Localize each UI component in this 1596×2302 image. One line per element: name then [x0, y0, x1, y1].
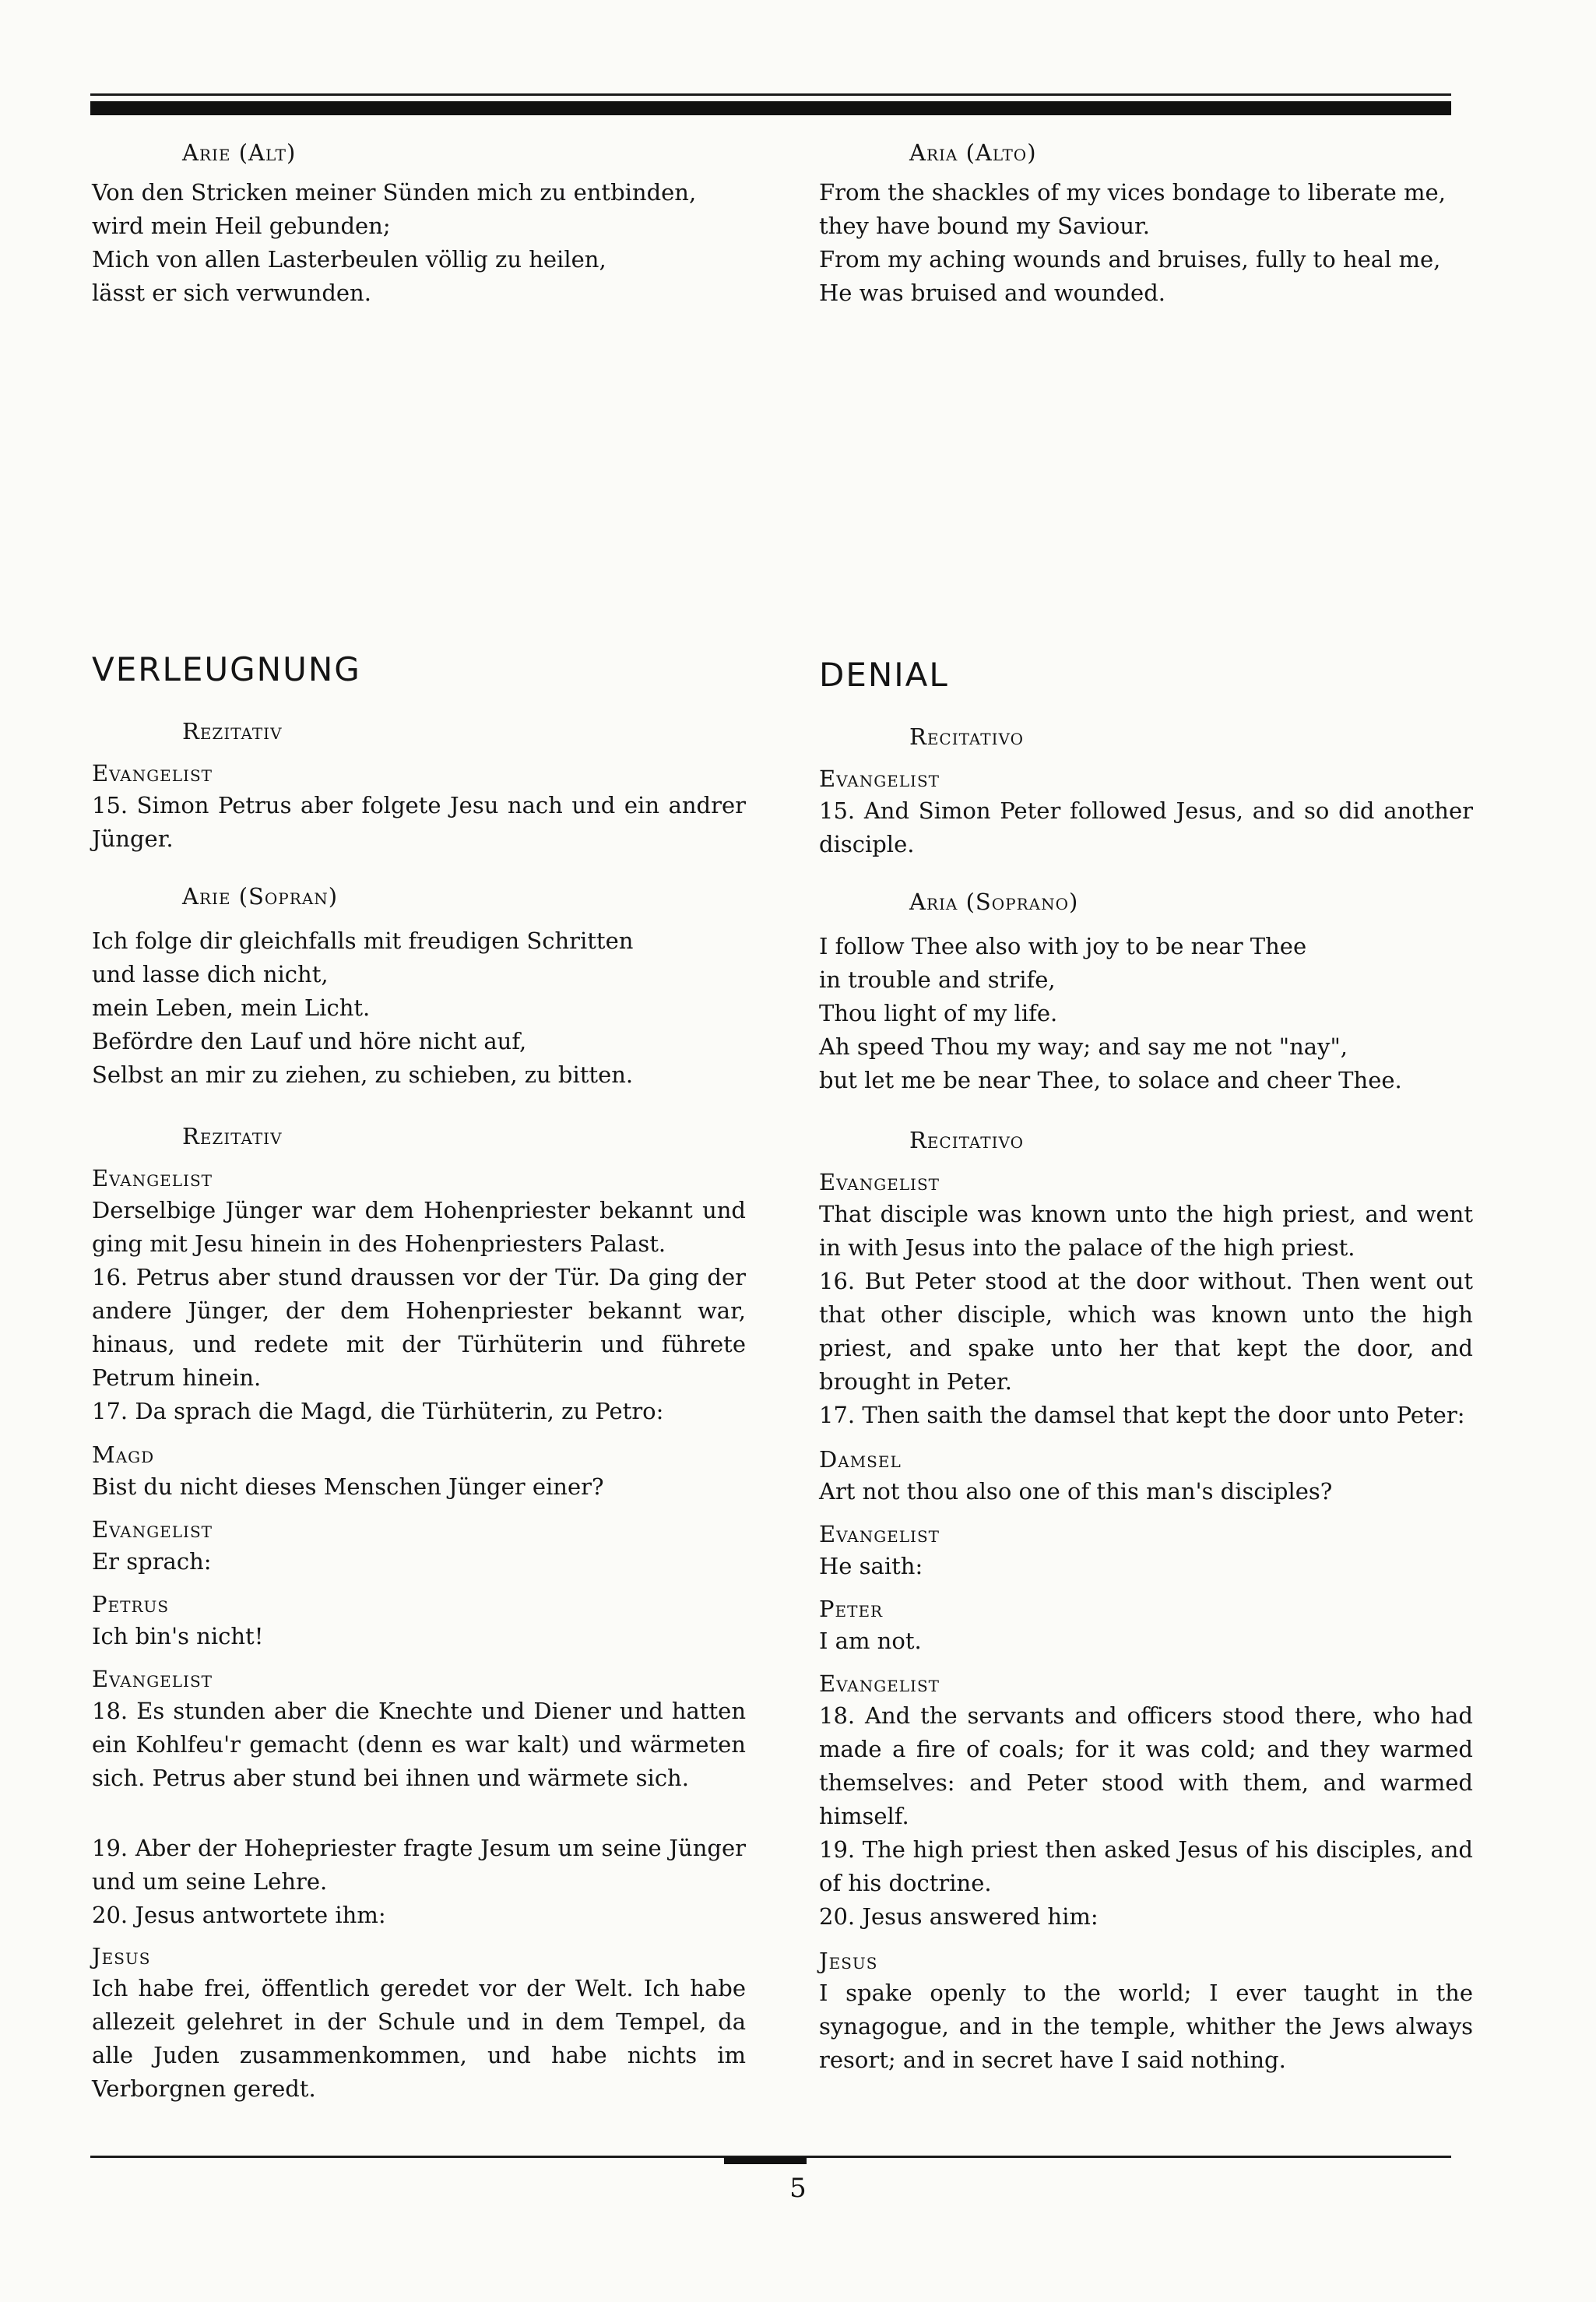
section-title-de: VERLEUGNUNG: [92, 650, 361, 688]
speaker-damsel: Damsel: [819, 1446, 902, 1473]
footer-center-mark: [724, 2157, 807, 2164]
speaker-evangelist-4-en: Evangelist: [819, 1670, 940, 1697]
rec1-text-en: 15. And Simon Peter followed Jesus, and so did another disciple.: [819, 797, 1473, 857]
speaker-jesus-de: Jesus: [92, 1943, 151, 1969]
peter-text: I am not.: [819, 1628, 922, 1654]
speaker-evangelist-1-en: Evangelist: [819, 766, 940, 792]
damsel-text: Art not thou also one of this man's disciples?: [819, 1478, 1333, 1505]
ev4-text-de: 18. Es stunden aber die Knechte und Diener und hatten ein Kohlfeu'r gemacht (denn es war kalt) und wärmeten sich. Petrus aber stund bei ihnen und wärmete sich.: [92, 1698, 746, 1791]
aria-soprano-heading: Aria (Soprano): [909, 889, 1079, 915]
ev3-text-en: He saith:: [819, 1553, 923, 1579]
rez2-text-de: Derselbige Jünger war dem Hohenpriester bekannt und ging mit Jesu hinein in des Hohenpriesters Palast. 16. Petrus aber stund draussen vor der Tür. Da ging der andere Jünger, der dem Hohenpriester bekannt war, hinaus, und redete mit der Türhüterin und führete Petrum hinein. 17. Da sprach die Magd, die Türhüterin, zu Petro:: [92, 1197, 746, 1424]
recitativo-heading-1: Recitativo: [909, 723, 1024, 750]
page-number: 5: [789, 2173, 807, 2204]
speaker-evangelist-3-de: Evangelist: [92, 1516, 213, 1543]
magd-text: Bist du nicht dieses Menschen Jünger einer?: [92, 1473, 604, 1500]
rec2-text-en: That disciple was known unto the high priest, and went in with Jesus into the palace of the high priest. 16. But Peter stood at the door without. Then went out that other disciple, which was known unto the high priest, and spake unto her that kept the door, and brought in Peter. 17. Then saith the damsel that kept the door unto Peter:: [819, 1201, 1473, 1428]
ev3-text-de: Er sprach:: [92, 1548, 212, 1575]
speaker-evangelist-2-de: Evangelist: [92, 1165, 213, 1191]
ev4-text-en: 18. And the servants and officers stood there, who had made a fire of coals; for it was cold; and they warmed themselves: and Peter stood with them, and warmed himself. 19. The high priest then asked Jesus of his disciples, and of his doctrine. 20. Jesus answered him:: [819, 1702, 1473, 1930]
speaker-evangelist-1-de: Evangelist: [92, 760, 213, 787]
petrus-text: Ich bin's nicht!: [92, 1623, 264, 1649]
aria-soprano-text: I follow Thee also with joy to be near Thee in trouble and strife, Thou light of my life. Ah speed Thou my way; and say me not "nay", but let me be near Thee, to solace and cheer Thee.: [819, 933, 1402, 1093]
section-title-en: DENIAL: [819, 656, 949, 694]
ev4-text2-de: 19. Aber der Hohepriester fragte Jesum um seine Jünger und um seine Lehre. 20. Jesus antwortete ihm:: [92, 1835, 746, 1928]
speaker-evangelist-2-en: Evangelist: [819, 1169, 940, 1195]
speaker-magd: Magd: [92, 1441, 155, 1468]
speaker-petrus: Petrus: [92, 1591, 170, 1617]
top-thick-rule: [90, 101, 1451, 115]
jesus-text-en: I spake openly to the world; I ever taught in the synagogue, and in the temple, whither the Jews always resort; and in secret have I said nothing.: [819, 1980, 1473, 2073]
aria-alto-text-en: From the shackles of my vices bondage to liberate me, they have bound my Saviour. From my aching wounds and bruises, fully to heal me, He was bruised and wounded.: [819, 179, 1446, 306]
arie-sopran-heading: Arie (Sopran): [182, 883, 339, 910]
recitativo-heading-2: Recitativo: [909, 1127, 1024, 1153]
arie-sopran-text: Ich folge dir gleichfalls mit freudigen Schritten und lasse dich nicht, mein Leben, mein Licht. Befördre den Lauf und höre nicht auf, Selbst an mir zu ziehen, zu schieben, zu bitten.: [92, 927, 634, 1088]
aria-alto-heading-en: Aria (Alto): [909, 139, 1037, 166]
aria-alt-text-de: Von den Stricken meiner Sünden mich zu entbinden, wird mein Heil gebunden; Mich von allen Lasterbeulen völlig zu heilen, lässt er sich verwunden.: [92, 179, 697, 306]
speaker-evangelist-3-en: Evangelist: [819, 1521, 940, 1547]
top-thin-rule: [90, 93, 1451, 96]
rezitativ-heading-1: Rezitativ: [182, 718, 283, 744]
rezitativ-heading-2: Rezitativ: [182, 1123, 283, 1149]
aria-alt-heading-de: Arie (Alt): [182, 139, 297, 166]
speaker-jesus-en: Jesus: [819, 1948, 878, 1974]
jesus-text-de: Ich habe frei, öffentlich geredet vor der Welt. Ich habe allezeit gelehret in der Schule und in dem Tempel, da alle Juden zusammenkommen, und habe nichts im Verborgnen geredt.: [92, 1975, 746, 2102]
speaker-evangelist-4-de: Evangelist: [92, 1666, 213, 1692]
speaker-peter: Peter: [819, 1596, 884, 1622]
rez1-text-de: 15. Simon Petrus aber folgete Jesu nach und ein andrer Jünger.: [92, 792, 746, 852]
